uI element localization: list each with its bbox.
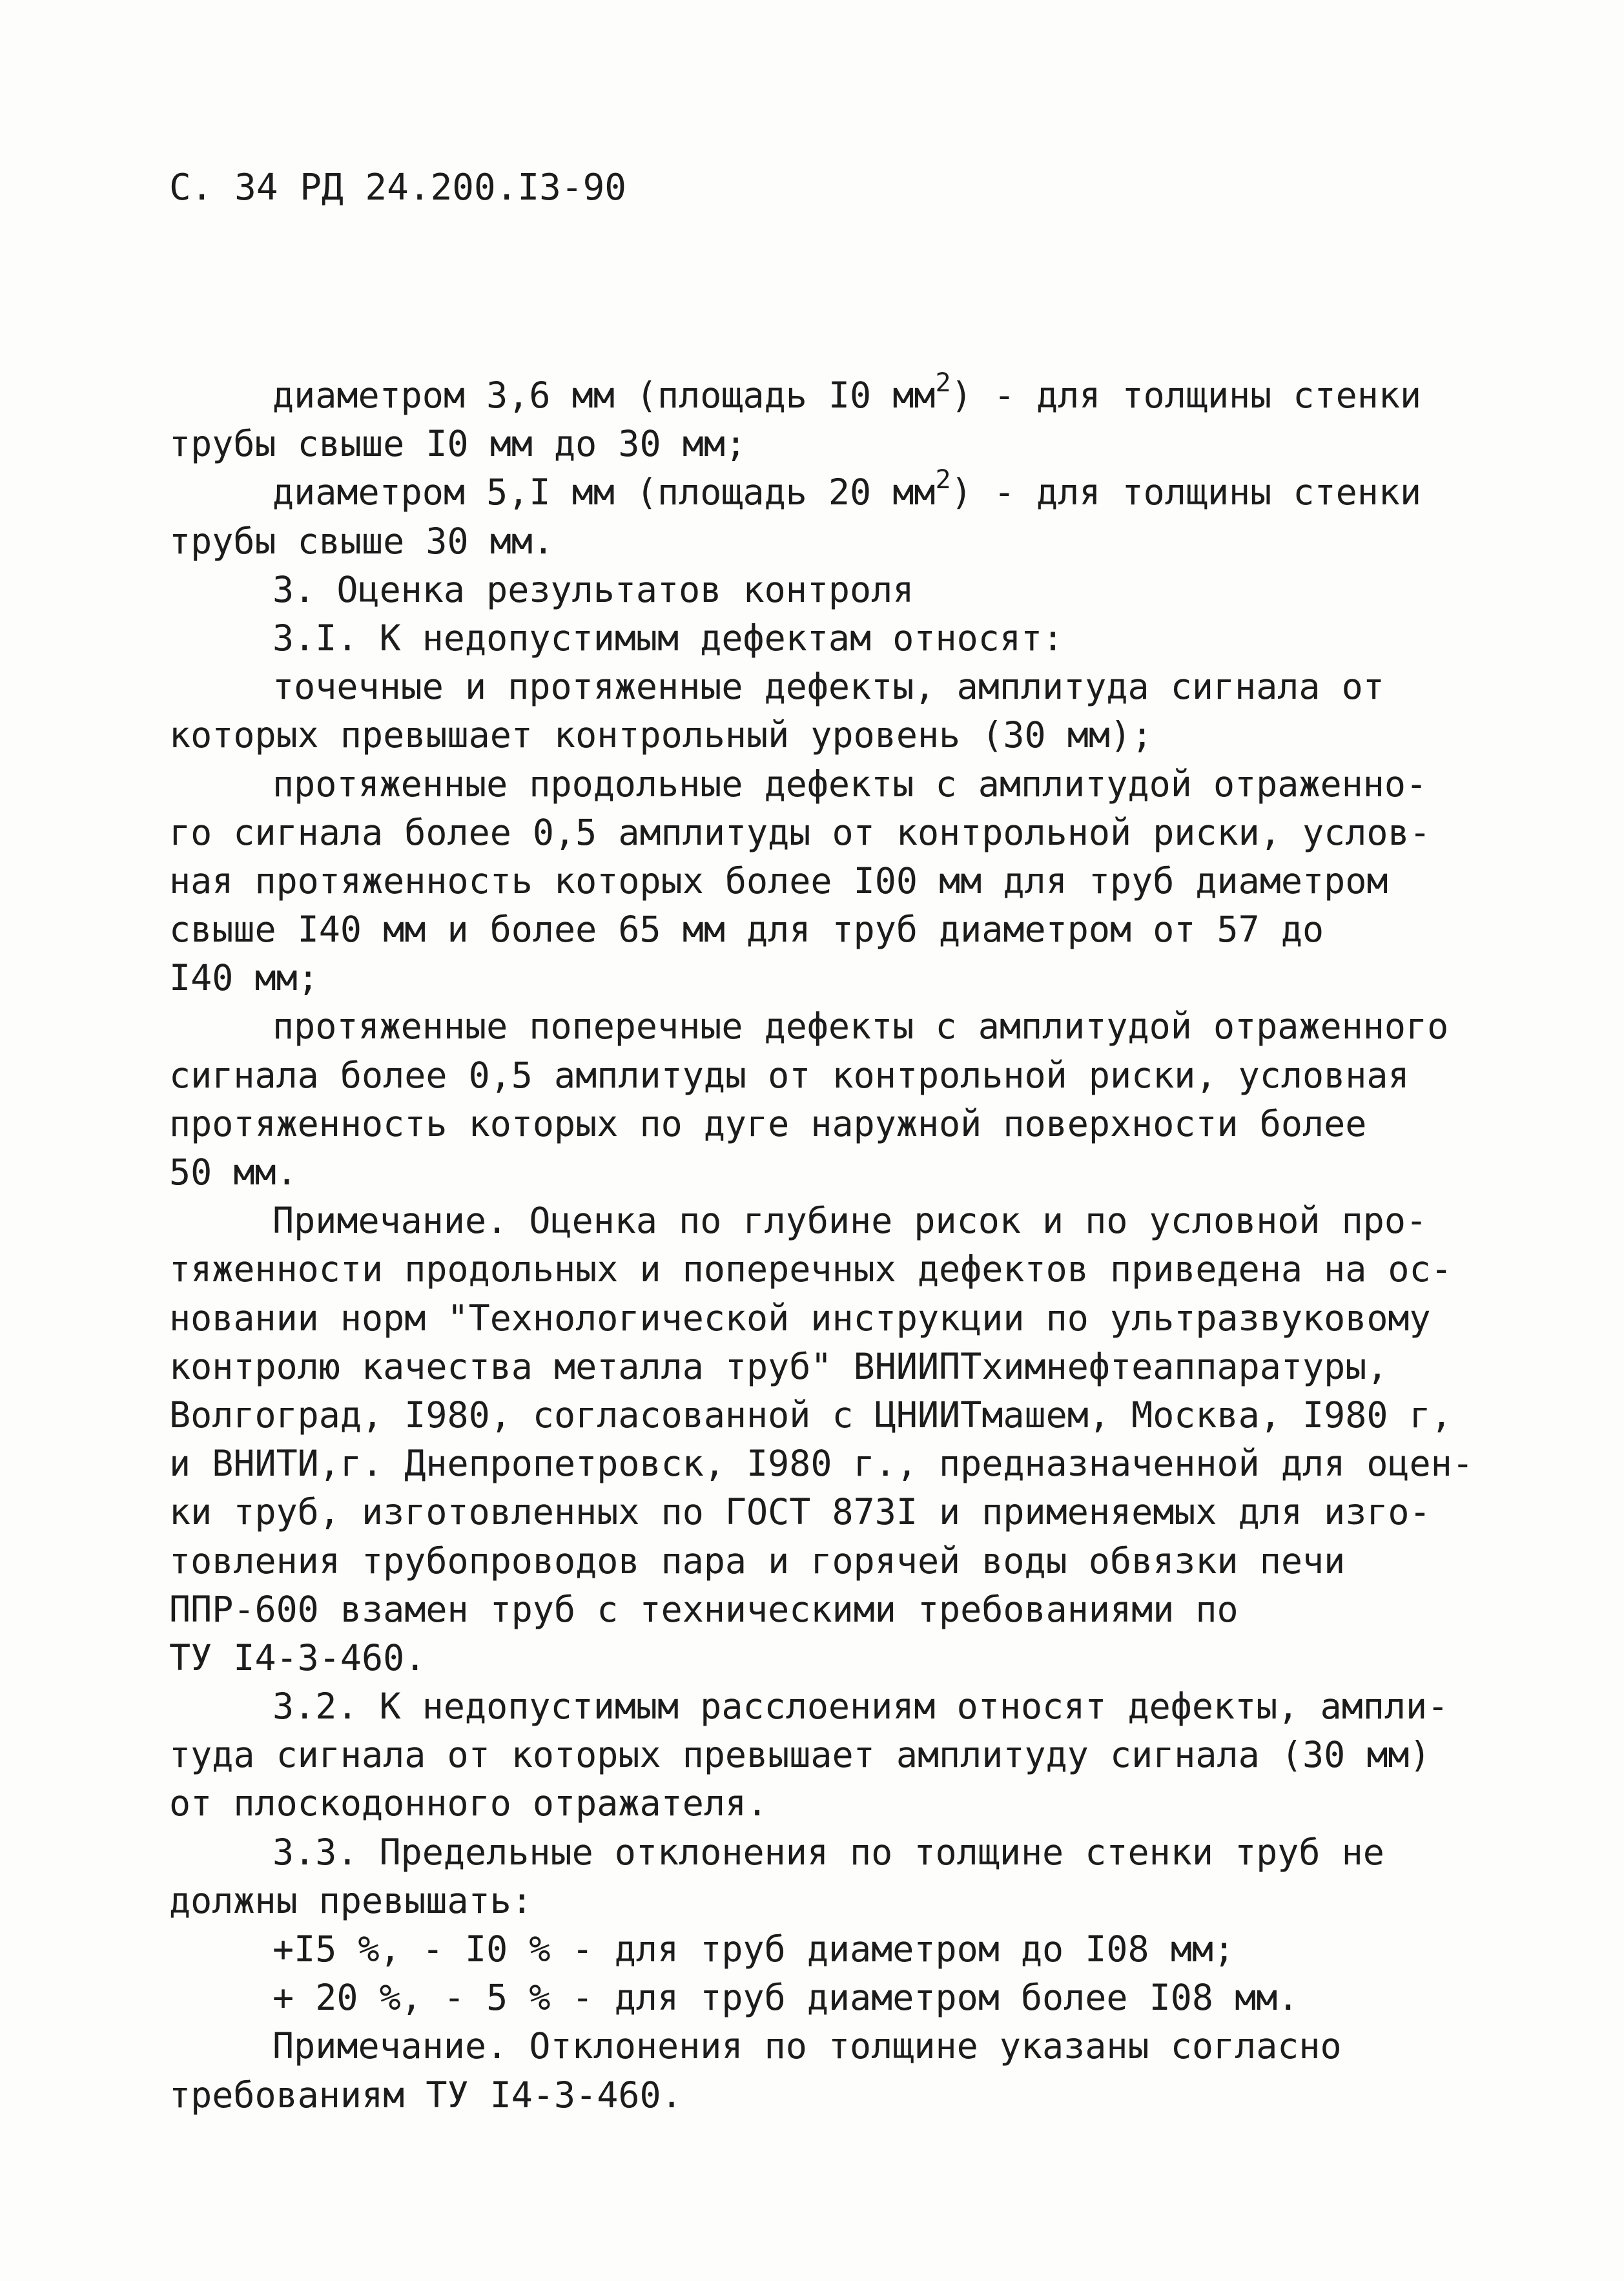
text-line-content: новании норм "Технологической инструкции по ультразвуковому <box>169 1297 1431 1339</box>
text-line <box>169 1440 1474 1488</box>
text-line-content: точечные и протяженные дефекты, амплитуда сигнала от <box>272 666 1384 708</box>
text-line-content: ки труб, изготовленных по ГОСТ 873I и применяемых для изго- <box>169 1491 1431 1533</box>
text-line-content: ТУ I4-3-460. <box>169 1636 426 1678</box>
text-line-content: I40 мм; <box>169 957 319 999</box>
text-line <box>169 367 1461 420</box>
text-line <box>169 2022 1461 2070</box>
text-line-content: 3.3. Предельные отклонения по толщине стенки труб не <box>272 1831 1384 1873</box>
text-line <box>169 1925 1461 1974</box>
text-line <box>169 1002 1461 1051</box>
superscript-exponent: 2 <box>935 465 951 495</box>
text-line-continuation: ) - для толщины стенки <box>951 471 1422 513</box>
text-line <box>169 1148 1461 1197</box>
text-line-content: Примечание. Отклонения по толщине указаны согласно <box>272 2025 1342 2067</box>
text-line <box>169 711 1461 759</box>
text-line-content: требованиям ТУ I4-3-460. <box>169 2074 683 2116</box>
text-line-content: Примечание. Оценка по глубине рисок и по условной про- <box>272 1200 1428 1242</box>
text-line-content: диаметром 3,6 мм (площадь I0 мм <box>272 375 936 416</box>
text-line-content: должны превышать: <box>169 1879 533 1921</box>
text-line-content: ная протяженность которых более I00 мм для труб диаметром <box>169 860 1388 902</box>
text-line <box>169 1343 1461 1391</box>
text-line-content: протяженность которых по дуге наружной поверхности более <box>169 1102 1367 1144</box>
text-line-content: 3. Оценка результатов контроля <box>272 568 914 610</box>
text-line <box>169 614 1461 663</box>
text-line-content: от плоскодонного отражателя. <box>169 1782 768 1824</box>
text-line-content: сигнала более 0,5 амплитуды от контрольной риски, условная <box>169 1054 1410 1096</box>
page-header: С. 34 РД 24.200.I3-90 <box>169 167 627 209</box>
text-line <box>169 1391 1461 1440</box>
text-line <box>169 663 1461 711</box>
text-line-content: свыше I40 мм и более 65 мм для труб диаметром от 57 до <box>169 909 1324 951</box>
text-line <box>169 1537 1461 1585</box>
text-line-content: тяженности продольных и поперечных дефектов приведена на ос- <box>169 1248 1452 1290</box>
text-line <box>169 1197 1461 1245</box>
text-line-content: протяженные поперечные дефекты с амплитудой отраженного <box>272 1006 1449 1048</box>
text-line <box>169 760 1461 809</box>
text-line-content: ППР-600 взамен труб с техническими требованиями по <box>169 1588 1239 1630</box>
text-line <box>169 1682 1461 1731</box>
superscript-exponent: 2 <box>935 367 951 398</box>
document-body <box>169 367 1474 2120</box>
text-line <box>169 954 1461 1002</box>
text-line <box>169 1634 1461 1682</box>
text-line-content: го сигнала более 0,5 амплитуды от контрольной риски, услов- <box>169 811 1431 853</box>
text-line <box>169 2071 1461 2120</box>
text-line <box>169 517 1461 566</box>
text-line-content: 3.I. К недопустимым дефектам относят: <box>272 617 1064 659</box>
text-line <box>169 1877 1461 1925</box>
text-line <box>169 809 1461 857</box>
text-line <box>169 1245 1461 1294</box>
text-line <box>169 1731 1461 1779</box>
text-line-content: протяженные продольные дефекты с амплитудой отраженно- <box>272 763 1428 805</box>
text-line <box>169 1100 1461 1148</box>
text-line-content: трубы свыше 30 мм. <box>169 520 555 562</box>
text-line <box>169 1488 1461 1536</box>
text-line-continuation: ) - для толщины стенки <box>951 375 1422 416</box>
text-line <box>169 905 1461 954</box>
text-line-content: товления трубопроводов пара и горячей воды обвязки печи <box>169 1540 1346 1582</box>
text-line <box>169 1585 1461 1634</box>
text-line <box>169 465 1461 517</box>
text-line-content: 3.2. К недопустимым расслоениям относят дефекты, ампли- <box>272 1686 1449 1728</box>
text-line-content: контролю качества металла труб" ВНИИПТхимнефтеаппаратуры, <box>169 1345 1388 1387</box>
text-line-content: +I5 %, - I0 % - для труб диаметром до I08 мм; <box>272 1928 1235 1970</box>
text-line-content: которых превышает контрольный уровень (30 мм); <box>169 714 1153 756</box>
text-line <box>169 1051 1461 1100</box>
text-line <box>169 420 1461 468</box>
text-line <box>169 1779 1461 1828</box>
text-line <box>169 1974 1461 2022</box>
text-line-content: + 20 %, - 5 % - для труб диаметром более I08 мм. <box>272 1977 1299 2019</box>
text-line-content: и ВНИТИ,г. Днепропетровск, I980 г., предназначенной для оцен- <box>169 1443 1474 1485</box>
text-line-content: трубы свыше I0 мм до 30 мм; <box>169 423 747 465</box>
text-line <box>169 1294 1461 1343</box>
text-line <box>169 857 1461 905</box>
text-line <box>169 566 1461 614</box>
text-line-content: туда сигнала от которых превышает амплитуду сигнала (30 мм) <box>169 1734 1431 1776</box>
text-line-content: Волгоград, I980, согласованной с ЦНИИТмашем, Москва, I980 г, <box>169 1394 1452 1436</box>
text-line <box>169 1828 1461 1877</box>
text-line-content: 50 мм. <box>169 1151 298 1193</box>
text-line-content: диаметром 5,I мм (площадь 20 мм <box>272 471 936 513</box>
